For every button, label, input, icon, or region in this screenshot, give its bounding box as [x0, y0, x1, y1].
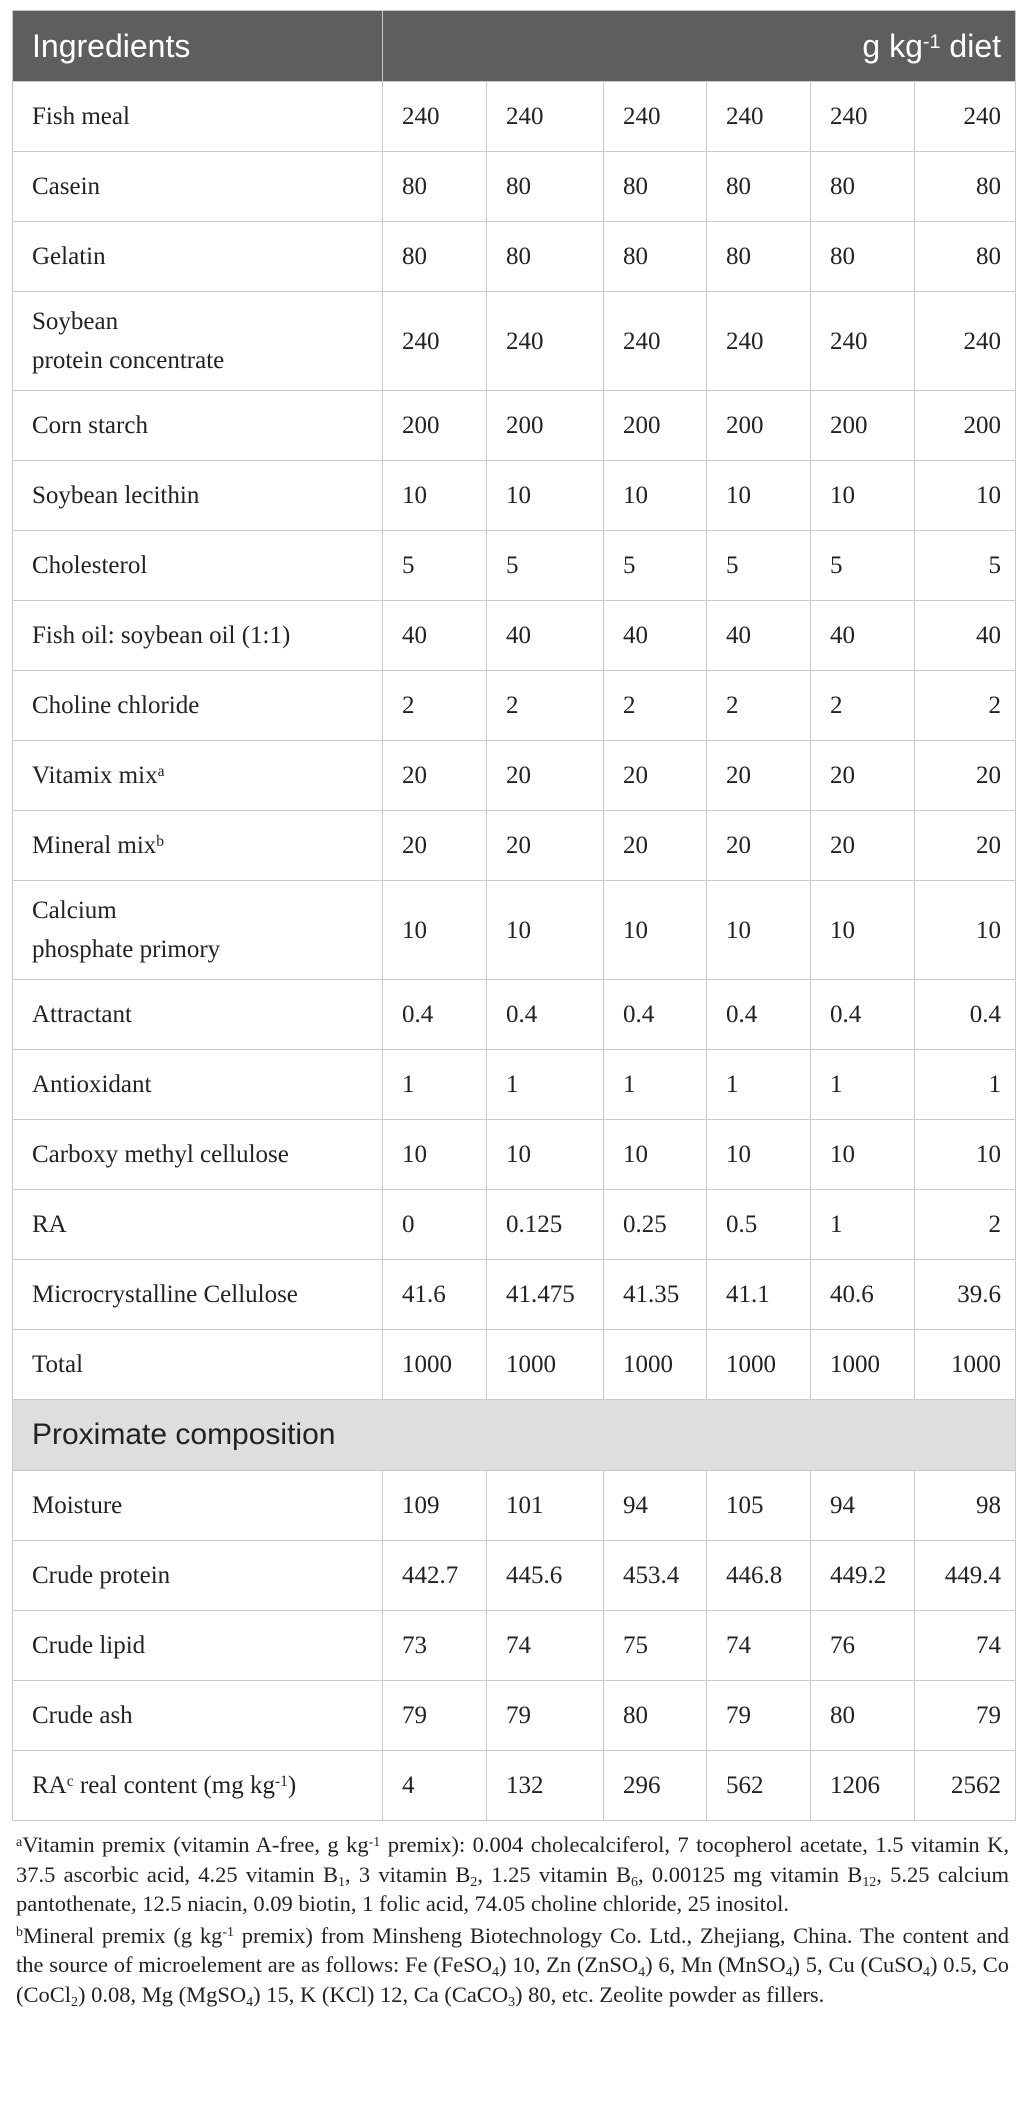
value-cell: 79 [487, 1681, 604, 1751]
table-row [13, 292, 1016, 391]
value-cell: 442.7 [383, 1541, 487, 1611]
value-cell: 200 [604, 391, 707, 461]
value-cell: 240 [383, 292, 487, 391]
value-cell: 74 [707, 1611, 811, 1681]
value-cell: 80 [811, 222, 915, 292]
value-cell: 80 [811, 152, 915, 222]
footnote-text-part: 6 [630, 1874, 638, 1890]
row-label-text: Soybean lecithin [32, 481, 200, 509]
table-row [13, 741, 1016, 811]
value-cell: 73 [383, 1611, 487, 1681]
value-cell: 0 [383, 1190, 487, 1260]
value-cell: 2 [811, 671, 915, 741]
row-label [13, 811, 383, 881]
table-row [13, 1330, 1016, 1400]
proximate-body [13, 1471, 1016, 1821]
value-cell: 20 [383, 741, 487, 811]
value-cell: 80 [604, 222, 707, 292]
row-label-line2: phosphate primory [32, 936, 221, 963]
proximate-title: Proximate composition [13, 1400, 1016, 1471]
footnote-text-part: ) 10, Zn (ZnSO [498, 1952, 639, 1977]
value-cell: 20 [915, 811, 1016, 881]
table-row [13, 1190, 1016, 1260]
value-cell: 240 [915, 82, 1016, 152]
row-label [13, 1471, 383, 1541]
table-row [13, 1681, 1016, 1751]
row-label-text: Attractant [32, 1000, 132, 1028]
value-cell: 94 [811, 1471, 915, 1541]
value-cell: 0.4 [383, 980, 487, 1050]
footnote-text-part: , 1.25 vitamin B [477, 1861, 631, 1887]
row-label-text: Casein [32, 172, 101, 200]
row-label-text: Microcrystalline Cellulose [32, 1280, 298, 1308]
row-label [13, 1681, 383, 1751]
table-row [13, 671, 1016, 741]
row-label-line1: Calcium [32, 897, 117, 924]
value-cell: 20 [811, 741, 915, 811]
value-cell: 20 [383, 811, 487, 881]
row-label-text: Crude ash [32, 1701, 133, 1729]
value-cell: 0.25 [604, 1190, 707, 1260]
value-cell: 1 [915, 1050, 1016, 1120]
value-cell: 20 [707, 811, 811, 881]
table-row [13, 980, 1016, 1050]
value-cell: 10 [383, 881, 487, 980]
value-cell: 2 [915, 671, 1016, 741]
row-label-text: Carboxy methyl cellulose [32, 1140, 289, 1168]
footnote-text-part: Mineral premix (g kg [22, 1922, 223, 1948]
value-cell: 240 [604, 82, 707, 152]
footnote-text-part: 3 [508, 1994, 516, 2010]
value-cell: 80 [604, 1681, 707, 1751]
value-cell: 80 [383, 222, 487, 292]
value-cell: 20 [487, 811, 604, 881]
row-label-text: Gelatin [32, 242, 106, 270]
value-cell: 240 [915, 292, 1016, 391]
value-cell: 200 [915, 391, 1016, 461]
row-label [13, 601, 383, 671]
value-cell: 1 [811, 1190, 915, 1260]
value-cell: 200 [487, 391, 604, 461]
row-label [13, 881, 383, 980]
row-label [13, 391, 383, 461]
row-label [13, 1330, 383, 1400]
value-cell: 10 [811, 881, 915, 980]
value-cell: 1000 [604, 1330, 707, 1400]
row-label-line1: Soybean [32, 308, 119, 335]
row-label [13, 222, 383, 292]
value-cell: 2 [487, 671, 604, 741]
value-cell: 1 [811, 1050, 915, 1120]
value-cell: 74 [915, 1611, 1016, 1681]
value-cell: 80 [915, 222, 1016, 292]
row-label [13, 292, 383, 391]
table-row [13, 1471, 1016, 1541]
value-cell: 20 [604, 811, 707, 881]
footnote-text-part: premix): 0.004 cholecalciferol, 7 tocopherol acetate, 1.5 vitamin K, 37.5 ascorbic acid, 4.25 vitamin B [16, 1832, 1009, 1887]
row-label-text: Moisture [32, 1491, 123, 1519]
value-cell: 40.6 [811, 1260, 915, 1330]
value-cell: 1000 [487, 1330, 604, 1400]
footnote-text-part: ) 80, etc. Zeolite powder as fillers. [515, 1981, 825, 2007]
footnote-text-part: Vitamin premix (vitamin A-free, g kg [22, 1832, 369, 1857]
value-cell: 0.125 [487, 1190, 604, 1260]
value-cell: 445.6 [487, 1541, 604, 1611]
unit-exponent: -1 [274, 1772, 288, 1790]
row-label-text: Choline chloride [32, 691, 200, 719]
value-cell: 10 [604, 461, 707, 531]
value-cell: 5 [915, 531, 1016, 601]
value-cell: 75 [604, 1611, 707, 1681]
table-row [13, 82, 1016, 152]
table-row [13, 1120, 1016, 1190]
footnote-marker: a [157, 762, 165, 780]
value-cell: 0.4 [915, 980, 1016, 1050]
footnote-text-part: -1 [368, 1834, 381, 1850]
value-cell: 76 [811, 1611, 915, 1681]
footnote-text-part: 12 [862, 1874, 877, 1890]
value-cell: 80 [707, 152, 811, 222]
value-cell: 10 [811, 1120, 915, 1190]
value-cell: 1000 [915, 1330, 1016, 1400]
value-cell: 41.35 [604, 1260, 707, 1330]
row-label [13, 671, 383, 741]
value-cell: 40 [383, 601, 487, 671]
value-cell: 20 [811, 811, 915, 881]
value-cell: 5 [707, 531, 811, 601]
footnote-text-part: 1 [337, 1874, 345, 1890]
value-cell: 1 [604, 1050, 707, 1120]
row-label-text: Corn starch [32, 411, 148, 439]
value-cell: 10 [707, 461, 811, 531]
value-cell: 10 [604, 1120, 707, 1190]
row-label [13, 1050, 383, 1120]
row-label [13, 1611, 383, 1681]
value-cell: 80 [487, 222, 604, 292]
value-cell: 80 [707, 222, 811, 292]
footnote-text-part: -1 [222, 1925, 234, 1941]
value-cell: 109 [383, 1471, 487, 1541]
footnote-b [12, 1921, 1015, 2010]
footnote-text-part: ) 0.08, Mg (MgSO [77, 1981, 247, 2007]
proximate-section-header [13, 1400, 1016, 1471]
value-cell: 10 [915, 461, 1016, 531]
row-label-text: Mineral mix [32, 831, 157, 859]
row-label-text: RA [32, 1210, 67, 1238]
table-row [13, 1541, 1016, 1611]
value-cell: 446.8 [707, 1541, 811, 1611]
row-label [13, 461, 383, 531]
value-cell: 0.4 [487, 980, 604, 1050]
value-cell: 5 [811, 531, 915, 601]
proximate-section [13, 1400, 1016, 1471]
row-label-text: Crude lipid [32, 1631, 146, 1659]
value-cell: 5 [604, 531, 707, 601]
value-cell: 20 [604, 741, 707, 811]
value-cell: 1206 [811, 1751, 915, 1821]
value-cell: 0.4 [604, 980, 707, 1050]
row-label [13, 152, 383, 222]
value-cell: 0.5 [707, 1190, 811, 1260]
diet-table-figure [12, 10, 1015, 2009]
row-label [13, 1260, 383, 1330]
row-label [13, 1120, 383, 1190]
value-cell: 79 [915, 1681, 1016, 1751]
value-cell: 98 [915, 1471, 1016, 1541]
value-cell: 10 [915, 1120, 1016, 1190]
value-cell: 105 [707, 1471, 811, 1541]
footnote-text-part: ) 15, K (KCl) 12, Ca (CaCO [253, 1981, 509, 2007]
footnote-a [12, 1830, 1015, 1919]
value-cell: 0.4 [707, 980, 811, 1050]
value-cell: 40 [604, 601, 707, 671]
value-cell: 10 [915, 881, 1016, 980]
footnote-text-part: 2 [71, 1994, 78, 2010]
value-cell: 80 [383, 152, 487, 222]
value-cell: 562 [707, 1751, 811, 1821]
footnote-text-part: 4 [492, 1965, 499, 1981]
value-cell: 240 [604, 292, 707, 391]
value-cell: 2562 [915, 1751, 1016, 1821]
footnote-text-part: 4 [246, 1994, 254, 2010]
value-cell: 10 [487, 881, 604, 980]
row-label [13, 531, 383, 601]
row-label-text: Cholesterol [32, 551, 148, 579]
value-cell: 449.4 [915, 1541, 1016, 1611]
table-row [13, 1611, 1016, 1681]
row-label-text: Vitamix mix [32, 761, 158, 789]
table-row [13, 601, 1016, 671]
row-label [13, 82, 383, 152]
value-cell: 10 [811, 461, 915, 531]
footnote-text-part: ) 6, Mn (MnSO [645, 1952, 786, 1977]
value-cell: 41.475 [487, 1260, 604, 1330]
value-cell: 40 [811, 601, 915, 671]
value-cell: 0.4 [811, 980, 915, 1050]
table-row [13, 531, 1016, 601]
footnote-text-part: 4 [638, 1965, 646, 1981]
ingredients-column-header: Ingredients [13, 11, 383, 82]
row-label-line2: protein concentrate [32, 347, 225, 374]
value-cell: 296 [604, 1751, 707, 1821]
table-row [13, 1050, 1016, 1120]
value-cell: 5 [383, 531, 487, 601]
value-cell: 74 [487, 1611, 604, 1681]
table-row [13, 222, 1016, 292]
value-cell: 101 [487, 1471, 604, 1541]
footnote-text-part: 2 [470, 1874, 478, 1890]
footnote-text-part: 4 [923, 1965, 930, 1981]
table-header-row [13, 11, 1016, 82]
row-label [13, 1541, 383, 1611]
row-label-text: Antioxidant [32, 1070, 152, 1098]
value-cell: 40 [707, 601, 811, 671]
value-cell: 453.4 [604, 1541, 707, 1611]
footnote-text-part: , 5.25 calcium pantothenate, 12.5 niacin, 0.09 biotin, 1 folic acid, 74.05 choline chloride, 25 inositol. [16, 1861, 1010, 1916]
row-label [13, 1751, 383, 1821]
value-cell: 240 [487, 292, 604, 391]
value-cell: 80 [604, 152, 707, 222]
value-cell: 10 [604, 881, 707, 980]
footnote-text-part: 4 [785, 1965, 793, 1981]
table-row [13, 1260, 1016, 1330]
value-cell: 80 [811, 1681, 915, 1751]
footnote-text-part: ) 0.5, Co (CoCl [16, 1952, 1010, 2007]
value-cell: 39.6 [915, 1260, 1016, 1330]
value-cell: 5 [487, 531, 604, 601]
footnote-marker: b [156, 832, 165, 850]
row-label [13, 741, 383, 811]
row-label [13, 980, 383, 1050]
value-cell: 2 [915, 1190, 1016, 1260]
value-cell: 80 [915, 152, 1016, 222]
diet-composition-table [12, 10, 1016, 1821]
value-cell: 240 [811, 82, 915, 152]
unit-column-header: g $kg^{-1}$ diet [383, 11, 1016, 82]
value-cell: 80 [487, 152, 604, 222]
value-cell: 200 [707, 391, 811, 461]
row-label-text: RA [32, 1771, 67, 1799]
value-cell: 20 [915, 741, 1016, 811]
row-label-text: Crude protein [32, 1561, 171, 1589]
value-cell: 2 [383, 671, 487, 741]
value-cell: 10 [487, 1120, 604, 1190]
footnote-text-part: , 0.00125 mg vitamin B [637, 1861, 863, 1887]
row-label-text: Total [32, 1350, 84, 1378]
row-label [13, 1190, 383, 1260]
footnote-marker: a [16, 1834, 23, 1850]
value-cell: 41.6 [383, 1260, 487, 1330]
value-cell: 240 [707, 82, 811, 152]
value-cell: 10 [383, 461, 487, 531]
footnote-text-part: premix) from Minsheng Biotechnology Co. Ltd., Zhejiang, China. The content and the source of microelement are as follows: Fe (FeSO [16, 1922, 1009, 1977]
table-row [13, 881, 1016, 980]
value-cell: 449.2 [811, 1541, 915, 1611]
value-cell: 200 [383, 391, 487, 461]
footnote-text-part: ) 5, Cu (CuSO [792, 1952, 923, 1977]
value-cell: 132 [487, 1751, 604, 1821]
value-cell: 40 [487, 601, 604, 671]
value-cell: 240 [487, 82, 604, 152]
value-cell: 10 [707, 1120, 811, 1190]
footnote-marker: b [16, 1925, 23, 1941]
value-cell: 20 [487, 741, 604, 811]
row-label-end: ) [287, 1771, 297, 1799]
value-cell: 4 [383, 1751, 487, 1821]
value-cell: 240 [707, 292, 811, 391]
table-row [13, 811, 1016, 881]
value-cell: 1 [383, 1050, 487, 1120]
value-cell: 79 [383, 1681, 487, 1751]
row-label-text: Fish meal [32, 102, 130, 130]
value-cell: 240 [383, 82, 487, 152]
footnote-marker: c [66, 1772, 74, 1790]
value-cell: 20 [707, 741, 811, 811]
value-cell: 1 [707, 1050, 811, 1120]
value-cell: 1000 [383, 1330, 487, 1400]
value-cell: 41.1 [707, 1260, 811, 1330]
row-label-text: Fish oil: soybean oil (1:1) [32, 621, 291, 649]
value-cell: 2 [604, 671, 707, 741]
value-cell: 10 [707, 881, 811, 980]
value-cell: 1000 [707, 1330, 811, 1400]
value-cell: 1000 [811, 1330, 915, 1400]
value-cell: 40 [915, 601, 1016, 671]
value-cell: 10 [487, 461, 604, 531]
ingredients-body [13, 82, 1016, 1400]
value-cell: 2 [707, 671, 811, 741]
value-cell: 240 [811, 292, 915, 391]
table-row [13, 461, 1016, 531]
value-cell: 10 [383, 1120, 487, 1190]
table-row [13, 152, 1016, 222]
footnote-text-part: , 3 vitamin B [344, 1861, 471, 1887]
table-row [13, 1751, 1016, 1821]
table-row [13, 391, 1016, 461]
row-label-tail: real content (mg kg [73, 1771, 275, 1799]
value-cell: 200 [811, 391, 915, 461]
value-cell: 79 [707, 1681, 811, 1751]
value-cell: 1 [487, 1050, 604, 1120]
value-cell: 94 [604, 1471, 707, 1541]
